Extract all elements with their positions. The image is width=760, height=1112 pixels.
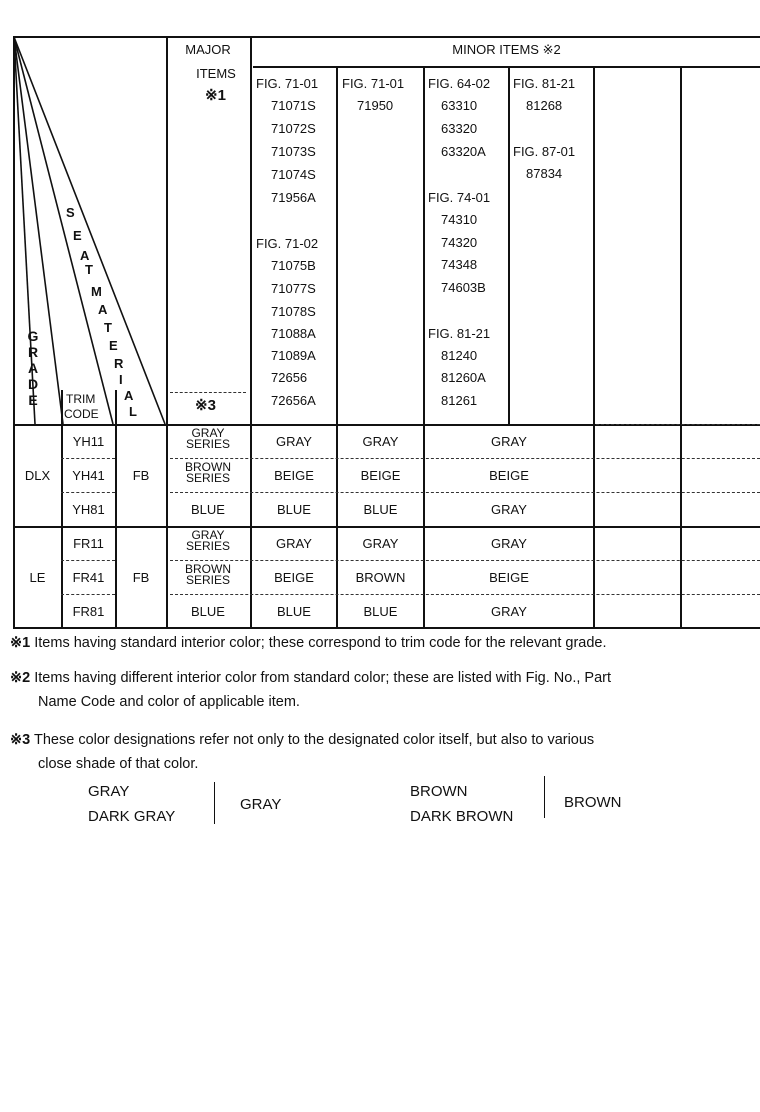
footnote-3: ※3 These color designations refer not only to the designated color itself, but also to various close shade of that color. — [10, 732, 595, 772]
code-heading: CODE — [64, 407, 99, 421]
legend-gray-group: GRAY — [240, 796, 282, 813]
minor-heading: MINOR ITEMS ※2 — [452, 42, 561, 57]
legend-brown-items: BROWN DARK BROWN — [410, 783, 514, 825]
mark1-label: ※1 — [205, 87, 226, 104]
grade-label: G R A D E — [27, 328, 39, 408]
footnote-2: ※2 Items having different interior color from standard color; these are listed with Fig. No., Part Name Code and color of applicable item. — [10, 670, 612, 710]
items-heading: ITEMS — [196, 66, 236, 81]
grade-dlx: DLX — [24, 468, 51, 483]
seat-dlx: FB — [132, 468, 150, 483]
legend-brown-group: BROWN — [564, 794, 622, 811]
legend-brown-brace — [544, 776, 545, 818]
grade-le: LE — [29, 570, 46, 585]
legend-gray-brace — [214, 782, 215, 824]
legend-gray-items: GRAY DARK GRAY — [88, 783, 176, 825]
mark3-label: ※3 — [195, 397, 216, 414]
major-heading: MAJOR — [185, 42, 231, 57]
footnote-1: ※1 Items having standard interior color; these correspond to trim code for the relevant grade. — [10, 635, 607, 651]
seat-le: FB — [132, 570, 150, 585]
trim-heading: TRIM — [66, 392, 96, 406]
